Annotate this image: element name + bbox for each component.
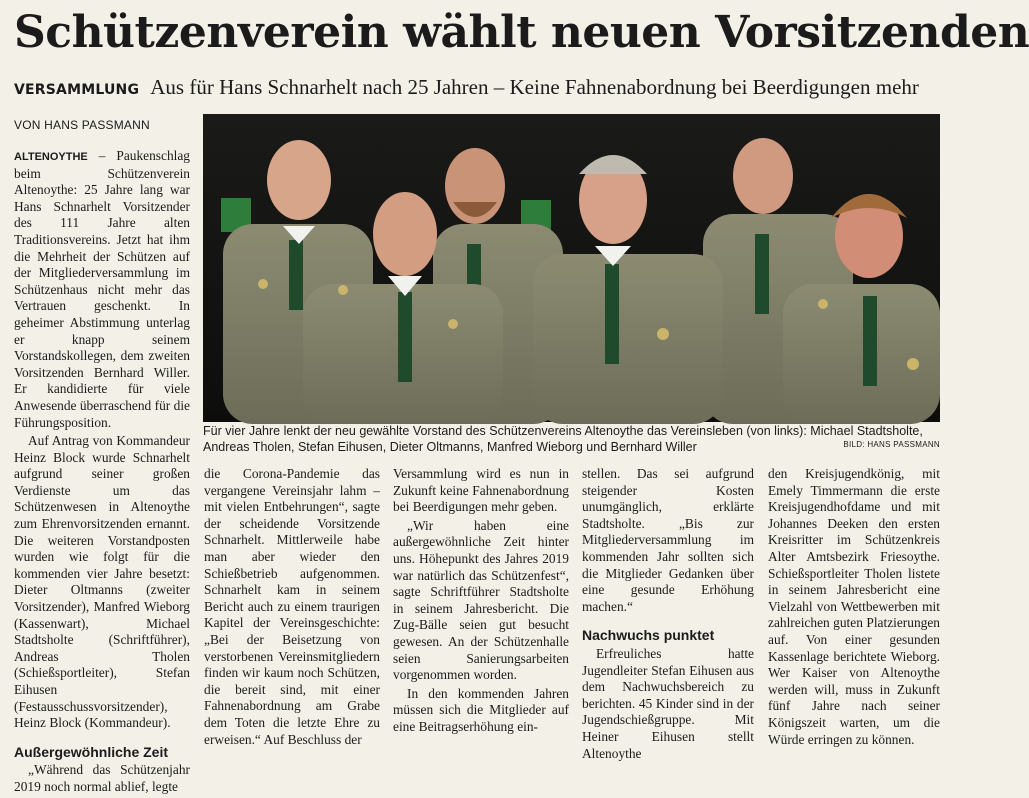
kicker: VERSAMMLUNG: [14, 82, 140, 98]
article-column-4: [582, 466, 754, 764]
paragraph: „Wir haben eine außergewöhnliche Zeit hinter uns. Höhepunkt des Jahres 2019 war natürlich das Schützenfest“, sagte Schriftführer Stadtsholte in seinem Jahresbericht. Die Zug-Bälle seien gut besucht gewesen. An der Schützenhalle seien Sanierungsarbeiten vorgenommen worden.: [393, 517, 569, 683]
section-heading: Außergewöhnliche Zeit: [14, 743, 169, 760]
paragraph: Erfreuliches hatte Jugendleiter Stefan Eihusen aus dem Nachwuchsbereich zu berichten. 45 Kinder sind in der Jugendschießgruppe. Mit Heiner Eihusen stellt Altenoythe: [582, 645, 754, 761]
paragraph: stellen. Das sei aufgrund steigender Kosten unumgänglich, erklärte Stadtsholte. „Bis zur Mitgliederversammlung im kommenden Jahr sollten sich die Mitglieder Gedanken über eine gesunde Erhöhung machen.“: [582, 466, 754, 614]
lead-text: – Paukenschlag beim Schützenverein Altenoythe: 25 Jahre lang war Hans Schnarhelt Vorsitzender des 111 Jahre alten Traditionsvereins. Jetzt hat ihm die Mehrheit der Schützen auf der Mitgliederversammlung im Schützenhaus nicht mehr das Vertrauen geschenkt. In geheimer Abstimmung unterlag er knapp seinem Vorstandskollegen, dem zweiten Vorsitzenden Bernhard Willer. Er kandidierte für viele Anwesende überraschend für die Führungsposition.: [14, 148, 190, 430]
photo-credit: BILD: HANS PASSMANN: [843, 440, 940, 449]
group-photo-image: [203, 114, 940, 422]
article-column-3: [393, 466, 569, 738]
photo-caption: Für vier Jahre lenkt der neu gewählte Vorstand des Schützenvereins Altenoythe das Vereinsleben (von links): Michael Stadtsholte, Andreas Tholen, Stefan Eihusen, Dieter Oltmanns, Manfred Wieborg und Bernhard Willer: [203, 424, 923, 454]
subtitle: Aus für Hans Schnarhelt nach 25 Jahren – Keine Fahnenabordnung bei Beerdigungen mehr: [150, 75, 919, 99]
paragraph: den Kreisjugendkönig, mit Emely Timmermann die erste Kreisjugendhofdame und mit Johannes Deeken den ersten Kreisritter im Schützenkreis Alter Amtsbezirk Friesoythe. Schießsportleiter Tholen listete in seinem Jahresbericht eine Vielzahl von Wettbewerben mit zahlreichen guten Platzierungen auf. Von einer gesunden Kassenlage berichtete Wieborg. Wer Kaiser von Altenoythe werden will, muss in Zukunft fünf Jahre nach seiner Königszeit warten, um die Würde erringen zu können.: [768, 466, 940, 747]
paragraph: die Corona-Pandemie das vergangene Vereinsjahr lahm – mit vielen Entbehrungen“, sagte der scheidende Vorsitzende Schnarhelt. Mittlerweile habe man aber wieder den Schießbetrieb aufgenommen. Schnarhelt kam in seinem Bericht auch zu einem traurigen Kapitel der Vereinsgeschichte: „Bei der Beisetzung von verstorbenen Vereinsmitgliedern finden wir kaum noch Schützen, die bereit sind, mit einer Fahnenabordnung am Grabe dem Toten die letzte Ehre zu erweisen.“ Auf Beschluss der: [204, 466, 380, 747]
article-column-5: [768, 466, 940, 750]
article-column-2: [204, 466, 380, 750]
byline: VON HANS PASSMANN: [14, 118, 150, 132]
section-heading: Nachwuchs punktet: [582, 627, 715, 644]
paragraph: In den kommenden Jahren müssen sich die Mitglieder auf eine Beitragserhöhung ein-: [393, 685, 569, 734]
group-photo: [203, 114, 940, 422]
subline: [14, 72, 940, 105]
paragraph: Auf Antrag von Kommandeur Heinz Block wurde Schnarhelt aufgrund seiner großen Verdienste um das Schützenwesen in Altenoythe zum Ehrenvorsitzenden ernannt. Die weiteren Vorstandposten wurden wie folgt für die kommenden vier Jahre besetzt: Dieter Oltmanns (zweiter Vorsitzender), Manfred Wieborg (Kassenwart), Michael Stadtsholte (Schriftführer), Andreas Tholen (Schießsportleiter), Stefan Eihusen (Festausschussvorsitzender), Heinz Block (Kommandeur).: [14, 433, 190, 731]
headline: Schützenverein wählt neuen Vorsitzenden: [14, 7, 1029, 58]
article-column-1: [14, 148, 190, 798]
lead-paragraph: [14, 148, 190, 431]
paragraph: Versammlung wird es nun in Zukunft keine Fahnenabordnung bei Beerdigungen mehr geben.: [393, 466, 569, 515]
paragraph: „Während das Schützenjahr 2019 noch normal ablief, legte: [14, 762, 190, 794]
dateline: ALTENOYTHE: [14, 151, 88, 163]
